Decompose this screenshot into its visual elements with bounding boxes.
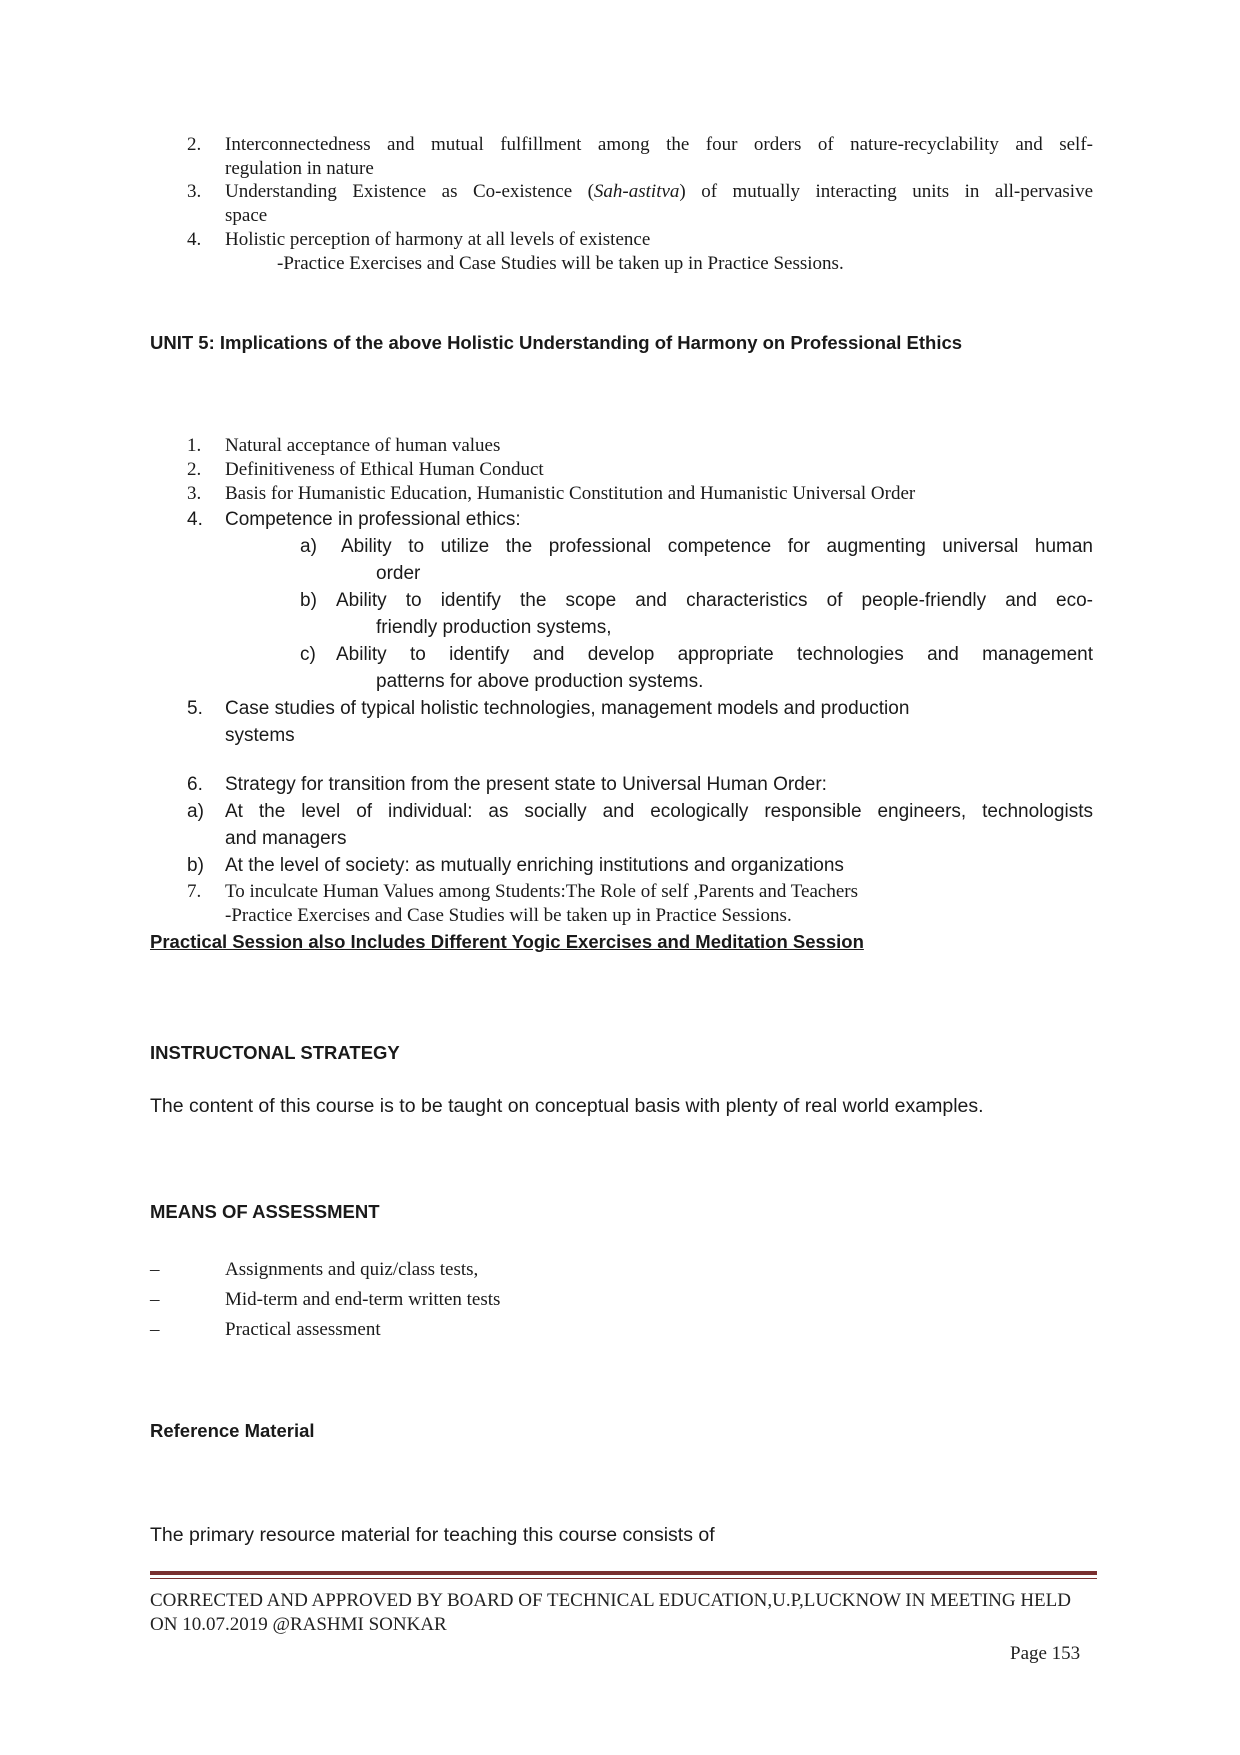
- assessment-item: Assignments and quiz/class tests,: [225, 1259, 479, 1280]
- list-item-text: Definitiveness of Ethical Human Conduct: [225, 459, 544, 480]
- list-item-text: Case studies of typical holistic technologies, management models and production: [225, 698, 910, 719]
- list-item-text: Interconnectedness and mutual fulfillment among the four orders of nature-recyclability and self-: [225, 134, 1093, 155]
- list-item-number: 6.: [187, 774, 203, 795]
- dash-bullet: –: [150, 1319, 160, 1340]
- practice-note: -Practice Exercises and Case Studies will be taken up in Practice Sessions.: [277, 253, 844, 274]
- sub-item-letter: a): [187, 801, 204, 822]
- list-item-text: Basis for Humanistic Education, Humanistic Constitution and Humanistic Universal Order: [225, 483, 916, 504]
- sub-item-text: patterns for above production systems.: [376, 671, 704, 692]
- list-item-number: 5.: [187, 698, 203, 719]
- list-item-text: Natural acceptance of human values: [225, 435, 501, 456]
- list-item-number: 7.: [187, 881, 202, 902]
- assessment-heading: MEANS OF ASSESSMENT: [150, 1201, 380, 1222]
- sub-item-text: At the level of individual: as socially and ecologically responsible engineers, technologists: [225, 801, 1093, 822]
- sub-item-text: Ability to identify and develop appropriate technologies and management: [336, 644, 1093, 665]
- sub-item-text: and managers: [225, 828, 347, 849]
- list-item-text: space: [225, 205, 268, 226]
- reference-text: The primary resource material for teaching this course consists of: [150, 1524, 715, 1546]
- practical-session-heading: Practical Session also Includes Different Yogic Exercises and Meditation Session: [150, 931, 864, 952]
- instructional-strategy-heading: INSTRUCTONAL STRATEGY: [150, 1042, 400, 1063]
- instructional-strategy-text: The content of this course is to be taught on conceptual basis with plenty of real world examples.: [150, 1095, 984, 1117]
- list-item-number: 4.: [187, 229, 202, 250]
- list-item-text: regulation in nature: [225, 158, 374, 179]
- list-item-number: 3.: [187, 181, 202, 202]
- assessment-item: Practical assessment: [225, 1319, 381, 1340]
- page-number: Page 153: [1010, 1643, 1081, 1664]
- footer-approval-line1: CORRECTED AND APPROVED BY BOARD OF TECHNICAL EDUCATION,U.P,LUCKNOW IN MEETING HELD: [150, 1590, 1071, 1611]
- sub-item-text: order: [376, 563, 421, 584]
- list-item-text: To inculcate Human Values among Students:The Role of self ,Parents and Teachers: [225, 881, 858, 902]
- list-item-number: 2.: [187, 459, 202, 480]
- sub-item-letter: b): [300, 590, 317, 611]
- sub-item-letter: a): [300, 536, 317, 557]
- list-item-number: 3.: [187, 483, 202, 504]
- sub-item-text: Ability to identify the scope and characteristics of people-friendly and eco-: [336, 590, 1093, 611]
- sub-item-letter: c): [300, 644, 316, 665]
- practice-note: -Practice Exercises and Case Studies will be taken up in Practice Sessions.: [225, 905, 792, 926]
- list-item-text: Understanding Existence as Co-existence (Sah-astitva) of mutually interacting units in all-pervasive: [225, 181, 1093, 202]
- dash-bullet: –: [150, 1259, 160, 1280]
- sub-item-text: Ability to utilize the professional competence for augmenting universal human: [341, 536, 1093, 557]
- list-item-number: 4.: [187, 509, 203, 530]
- footer-approval-line2: ON 10.07.2019 @RASHMI SONKAR: [150, 1614, 447, 1635]
- sub-item-letter: b): [187, 855, 204, 876]
- list-item-number: 1.: [187, 435, 202, 456]
- list-item-text: Strategy for transition from the present state to Universal Human Order:: [225, 774, 827, 795]
- unit5-heading: UNIT 5: Implications of the above Holistic Understanding of Harmony on Professional Ethics: [150, 332, 963, 353]
- assessment-item: Mid-term and end-term written tests: [225, 1289, 501, 1310]
- sub-item-text: At the level of society: as mutually enriching institutions and organizations: [225, 855, 844, 876]
- footer-rule-thick: [150, 1571, 1097, 1575]
- reference-heading: Reference Material: [150, 1420, 315, 1441]
- footer-rule-thin: [150, 1578, 1097, 1579]
- list-item-number: 2.: [187, 134, 202, 155]
- list-item-text: systems: [225, 725, 295, 746]
- sub-item-text: friendly production systems,: [376, 617, 612, 638]
- dash-bullet: –: [150, 1289, 160, 1310]
- list-item-text: Competence in professional ethics:: [225, 509, 521, 530]
- list-item-text: Holistic perception of harmony at all levels of existence: [225, 229, 651, 250]
